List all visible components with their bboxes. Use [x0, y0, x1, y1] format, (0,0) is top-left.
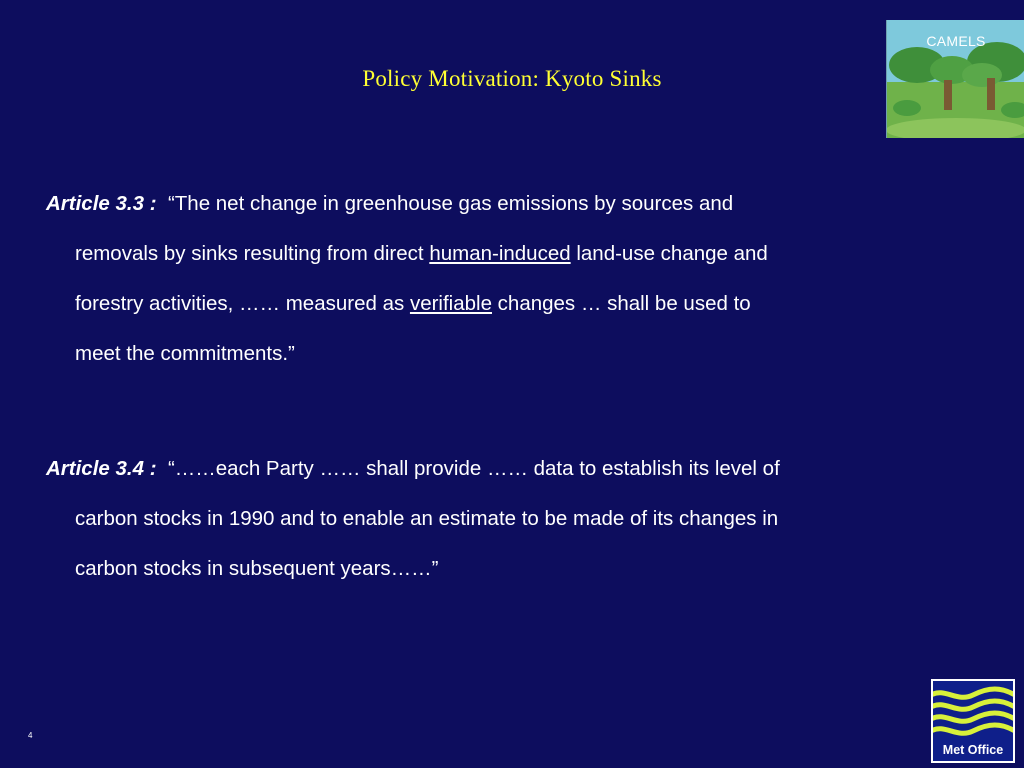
article-3-3-label: Article 3.3 :	[46, 192, 157, 215]
slide-title: Policy Motivation: Kyoto Sinks	[362, 66, 662, 91]
verifiable-emphasis: verifiable	[409, 292, 492, 315]
article-3-3-text-1: “The net change in greenhouse gas emissions by sources and	[167, 192, 734, 215]
article-3-4-line-1	[46, 444, 976, 494]
article-3-4-paragraph	[46, 444, 976, 594]
camels-label: CAMELS	[926, 33, 986, 49]
article-3-3-text-3a: forestry activities, …… measured as	[75, 292, 410, 315]
article-3-3-text-2b: land-use change and	[570, 242, 768, 265]
article-3-3-line-3	[46, 279, 976, 329]
met-office-logo	[931, 679, 1015, 763]
article-3-3-text-3b: changes … shall be used to	[491, 292, 751, 315]
article-3-3-line-4: meet the commitments.”	[75, 342, 295, 365]
met-office-logo-inner	[933, 681, 1013, 761]
article-3-4-text-1: “……each Party …… shall provide …… data to establish its level of	[167, 457, 780, 480]
met-office-label: Met Office	[942, 743, 1004, 757]
article-3-4-line-2: carbon stocks in 1990 and to enable an estimate to be made of its changes in	[75, 507, 779, 530]
article-3-3-text-2a: removals by sinks resulting from direct	[75, 242, 430, 265]
article-3-3-line-1	[46, 179, 976, 229]
article-3-3-line-2	[46, 229, 976, 279]
page-number: 4	[28, 731, 33, 740]
article-3-3-paragraph	[46, 179, 976, 379]
human-induced-emphasis: human-induced	[429, 242, 571, 265]
article-3-4-label: Article 3.4 :	[46, 457, 157, 480]
article-3-4-line-3: carbon stocks in subsequent years……”	[75, 557, 439, 580]
